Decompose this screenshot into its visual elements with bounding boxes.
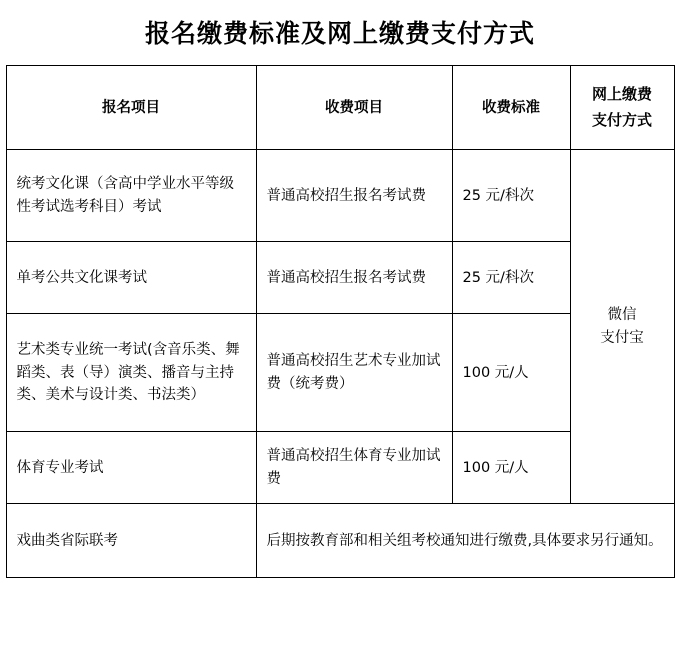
row-item-name: 体育专业考试 [6, 432, 256, 504]
row-fee-item: 普通高校招生艺术专业加试费（统考费） [256, 314, 452, 432]
row-fee-standard: 25 元/科次 [452, 150, 570, 242]
row-fee-standard: 25 元/科次 [452, 242, 570, 314]
payment-header-line-2: 支付方式 [591, 110, 652, 129]
row-fee-item: 普通高校招生报名考试费 [256, 150, 452, 242]
payment-method-alipay: 支付宝 [600, 329, 644, 346]
table-header-row [6, 66, 674, 150]
page-title: 报名缴费标准及网上缴费支付方式 [144, 19, 535, 48]
row-fee-item: 普通高校招生报名考试费 [256, 242, 452, 314]
column-header-payment-method [570, 66, 674, 150]
payment-method-wechat: 微信 [607, 307, 637, 324]
fee-standard-table [6, 65, 675, 578]
row-fee-item: 普通高校招生体育专业加试费 [256, 432, 452, 504]
payment-methods-cell [570, 150, 674, 504]
row-item-name: 单考公共文化课考试 [6, 242, 256, 314]
table-row [6, 150, 674, 242]
payment-header-line-1: 网上缴费 [591, 85, 652, 104]
table-row [6, 504, 674, 578]
row-item-name: 艺术类专业统一考试(含音乐类、舞蹈类、表（导）演类、播音与主持类、美术与设计类、书法类） [6, 314, 256, 432]
row-item-name: 戏曲类省际联考 [6, 504, 256, 578]
row-fee-standard: 100 元/人 [452, 432, 570, 504]
column-header-item: 报名项目 [6, 66, 256, 150]
row-note: 后期按教育部和相关组考校通知进行缴费,具体要求另行通知。 [256, 504, 674, 578]
row-fee-standard: 100 元/人 [452, 314, 570, 432]
column-header-fee-standard: 收费标准 [452, 66, 570, 150]
row-item-name: 统考文化课（含高中学业水平等级性考试选考科目）考试 [6, 150, 256, 242]
column-header-fee-item: 收费项目 [256, 66, 452, 150]
